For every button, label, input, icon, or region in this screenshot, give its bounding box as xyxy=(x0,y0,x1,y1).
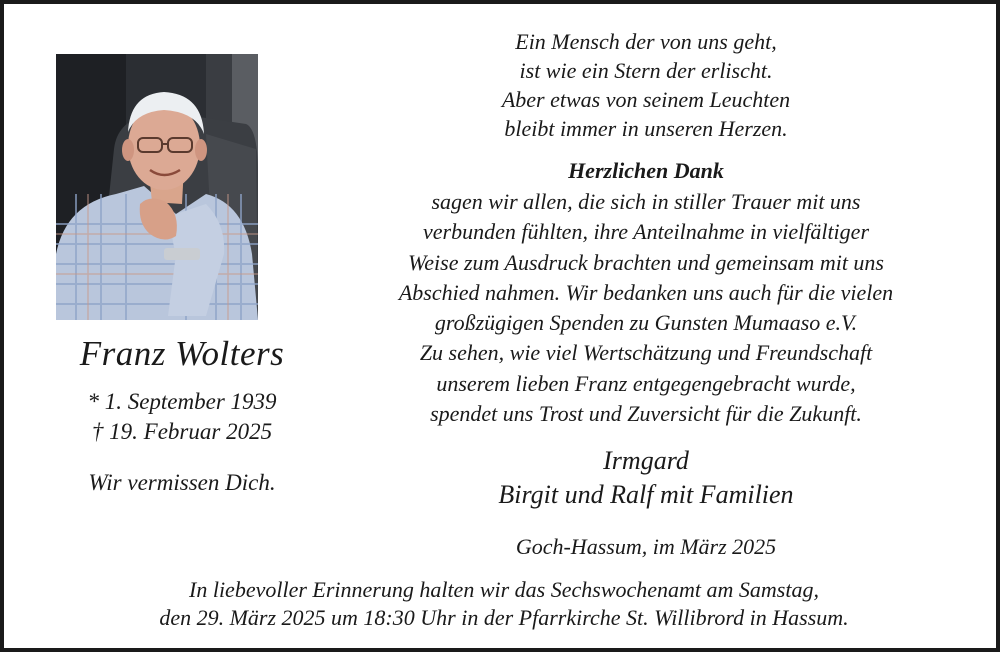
thanks-line: spendet uns Trost und Zuversicht für die Zukunft. xyxy=(430,401,862,427)
poem-line: ist wie ein Stern der erlischt. xyxy=(519,58,773,83)
life-dates xyxy=(44,387,320,447)
signer-line: Birgit und Ralf mit Familien xyxy=(498,480,794,509)
service-line: In liebevoller Erinnerung halten wir das Sechswochenamt am Samstag, xyxy=(189,577,819,602)
thanks-line: Weise zum Ausdruck brachten und gemeinsam mit uns xyxy=(407,249,884,275)
memorial-poem xyxy=(346,27,946,143)
thanks-line: Zu sehen, wie viel Wertschätzung und Freundschaft xyxy=(419,340,873,366)
farewell-text: Wir vermissen Dich. xyxy=(88,470,276,495)
thanks-line: großzügigen Spenden zu Gunsten Mumaaso e.V. xyxy=(434,310,858,336)
deceased-name: Franz Wolters xyxy=(79,334,285,373)
service-line: den 29. März 2025 um 18:30 Uhr in der Pfarrkirche St. Willibrord in Hassum. xyxy=(159,605,849,630)
signer-line: Irmgard xyxy=(603,446,689,475)
portrait-photo xyxy=(56,54,258,320)
death-date: † 19. Februar 2025 xyxy=(91,419,273,444)
birth-date: * 1. September 1939 xyxy=(87,389,277,414)
thanks-line: verbunden fühlten, ihre Anteilnahme in vielfältiger xyxy=(422,219,869,245)
poem-line: bleibt immer in unseren Herzen. xyxy=(504,116,788,141)
place-date: Goch-Hassum, im März 2025 xyxy=(515,534,777,559)
thanks-line: sagen wir allen, die sich in stiller Trauer mit uns xyxy=(431,189,861,214)
thanks-line: Abschied nahmen. Wir bedanken uns auch für die vielen xyxy=(398,279,894,305)
thanks-heading: Herzlichen Dank xyxy=(568,158,724,183)
signers xyxy=(346,444,946,512)
poem-line: Ein Mensch der von uns geht, xyxy=(515,29,777,54)
service-notice xyxy=(34,576,974,632)
thanks-text xyxy=(346,187,946,429)
thanks-line: unserem lieben Franz entgegengebracht wurde, xyxy=(436,370,856,396)
poem-line: Aber etwas von seinem Leuchten xyxy=(501,87,791,112)
